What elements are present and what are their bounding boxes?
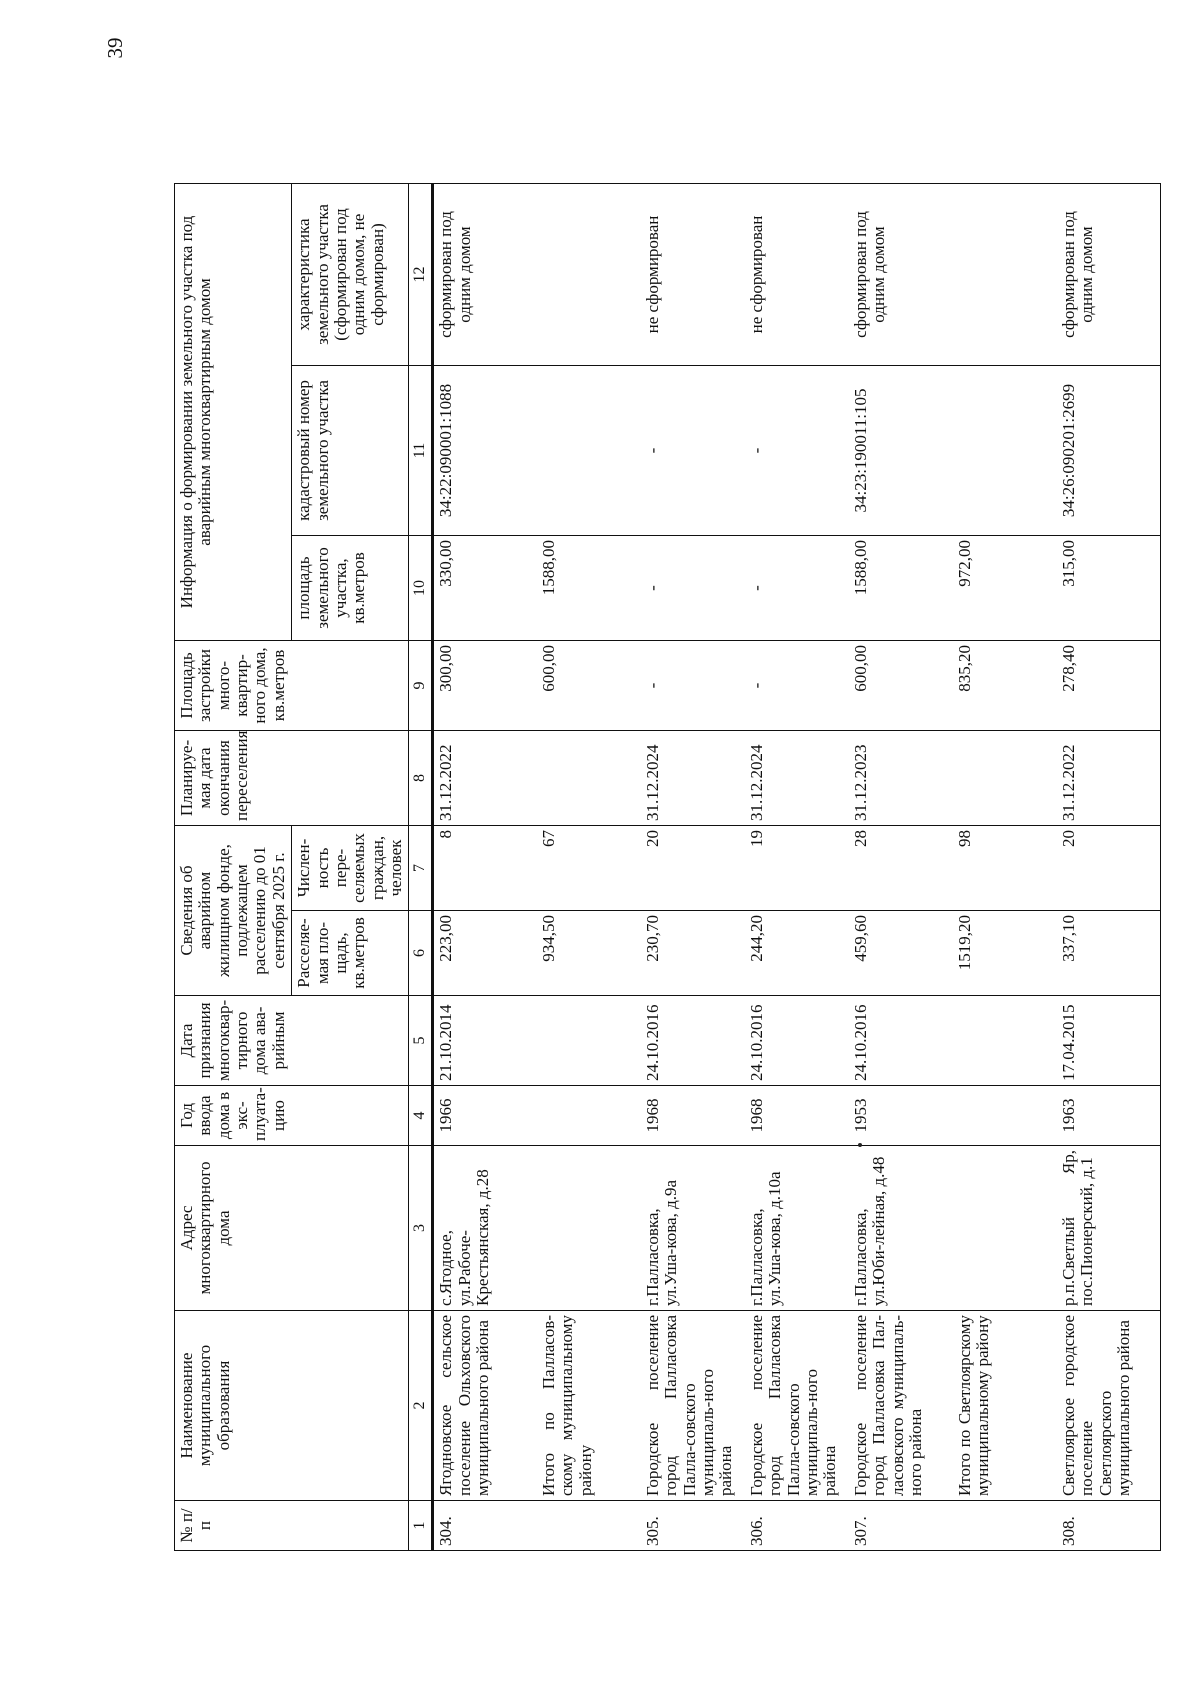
table-row (1057, 183, 1161, 1550)
row-date: 24.10.2016 (745, 996, 849, 1086)
table-row (641, 183, 745, 1550)
column-number: 2 (409, 1311, 433, 1501)
row-land-area: 1588,00 (537, 536, 641, 641)
row-cadastral (537, 366, 641, 536)
row-land-area: - (745, 536, 849, 641)
row-address: г.Палласовка, ул.Уша-кова, д.9а (641, 1146, 745, 1311)
column-number: 10 (409, 536, 433, 641)
row-num (953, 1501, 1057, 1551)
header-year: Год ввода дома в экс-плуата-цию (175, 1086, 409, 1146)
row-built-area: - (745, 641, 849, 731)
header-built-area: Площадь застройки много-квартир-ного дома, кв.метров (175, 641, 409, 731)
row-people: 67 (537, 826, 641, 911)
row-land-char: сформирован под одним домом (1057, 183, 1161, 365)
row-land-area: 330,00 (433, 536, 537, 641)
table-row (849, 183, 953, 1550)
row-land-area: - (641, 536, 745, 641)
row-built-area: 300,00 (433, 641, 537, 731)
column-number: 3 (409, 1146, 433, 1311)
row-date: 17.04.2015 (1057, 996, 1161, 1086)
row-year: 1966 (433, 1086, 537, 1146)
header-fund-area: Расселяе-мая пло-щадь, кв.метров (292, 911, 409, 996)
row-land-char: не сформирован (745, 183, 849, 365)
row-cadastral: 34:23:190011:105 (849, 366, 953, 536)
row-area: 223,00 (433, 911, 537, 996)
header-land-char: характеристика земельного участка (сформирован под одним домом, не сформирован) (292, 183, 409, 365)
row-land-char (953, 183, 1057, 365)
row-num: 305. (641, 1501, 745, 1551)
row-address: с.Ягодное, ул.Рабоче-Крестьянская, д.28 (433, 1146, 537, 1311)
row-area: 244,20 (745, 911, 849, 996)
scan-speck (858, 1143, 862, 1147)
row-address (953, 1146, 1057, 1311)
row-cadastral: 34:26:090201:2699 (1057, 366, 1161, 536)
header-fund-people: Числен-ность пере-селяемых граждан, человек (292, 826, 409, 911)
column-number: 8 (409, 731, 433, 826)
header-address: Адрес многоквартирного дома (175, 1146, 409, 1311)
row-cadastral: - (641, 366, 745, 536)
row-year (953, 1086, 1057, 1146)
row-date: 24.10.2016 (641, 996, 745, 1086)
row-area: 459,60 (849, 911, 953, 996)
header-land-area: площадь земельного участка, кв.метров (292, 536, 409, 641)
row-land-char: сформирован под одним домом (849, 183, 953, 365)
header-num: № п/п (175, 1501, 409, 1551)
row-date: 21.10.2014 (433, 996, 537, 1086)
row-people: 19 (745, 826, 849, 911)
row-num: 308. (1057, 1501, 1161, 1551)
row-municipality: Городское поселение город Палласовка Палла-совского муниципаль-ного района (641, 1311, 745, 1501)
row-people: 98 (953, 826, 1057, 911)
row-cadastral: 34:22:090001:1088 (433, 366, 537, 536)
row-municipality: Городское поселение город Палласовка Палла-совского муниципаль-ного района (745, 1311, 849, 1501)
row-built-area: 600,00 (849, 641, 953, 731)
row-num (537, 1501, 641, 1551)
header-fund-group: Сведения об аварийном жилищном фонде, подлежащем расселению до 01 сентября 2025 г. (175, 826, 292, 996)
row-land-char: сформирован под одним домом (433, 183, 537, 365)
row-municipality: Ягодновское сельское поселение Ольховского муниципального района (433, 1311, 537, 1501)
table-row (745, 183, 849, 1550)
row-date (537, 996, 641, 1086)
row-address: р.п.Светлый Яр, пос.Пионерский, д.1 (1057, 1146, 1161, 1311)
row-municipality: Светлоярское городское поселение Светлоярского муниципального района (1057, 1311, 1161, 1501)
row-land-area: 315,00 (1057, 536, 1161, 641)
row-people: 28 (849, 826, 953, 911)
row-date: 24.10.2016 (849, 996, 953, 1086)
row-area: 230,70 (641, 911, 745, 996)
header-name: Наименование муниципального образования (175, 1311, 409, 1501)
column-number: 5 (409, 996, 433, 1086)
column-number: 9 (409, 641, 433, 731)
row-year (537, 1086, 641, 1146)
row-year: 1963 (1057, 1086, 1161, 1146)
row-area: 337,10 (1057, 911, 1161, 996)
row-planned (953, 731, 1057, 826)
row-address (537, 1146, 641, 1311)
row-cadastral (953, 366, 1057, 536)
row-area: 1519,20 (953, 911, 1057, 996)
header-planned: Планируе-мая дата окончания переселения (175, 731, 409, 826)
column-number: 1 (409, 1501, 433, 1551)
row-land-char: не сформирован (641, 183, 745, 365)
table-row (433, 183, 537, 1550)
row-land-char (537, 183, 641, 365)
row-built-area: 600,00 (537, 641, 641, 731)
row-year: 1968 (745, 1086, 849, 1146)
row-built-area: 278,40 (1057, 641, 1161, 731)
column-number: 4 (409, 1086, 433, 1146)
header-land-group: Информация о формировании земельного участка под аварийным многоквартирным домом (175, 183, 292, 640)
table-row (537, 183, 641, 1550)
column-number: 11 (409, 366, 433, 536)
row-num: 306. (745, 1501, 849, 1551)
row-planned: 31.12.2022 (433, 731, 537, 826)
row-planned: 31.12.2024 (745, 731, 849, 826)
table-row (953, 183, 1057, 1550)
row-municipality: Итого по Светлоярскому муниципальному району (953, 1311, 1057, 1501)
row-planned: 31.12.2023 (849, 731, 953, 826)
row-people: 8 (433, 826, 537, 911)
row-people: 20 (641, 826, 745, 911)
column-number: 12 (409, 183, 433, 365)
row-planned: 31.12.2022 (1057, 731, 1161, 826)
row-planned: 31.12.2024 (641, 731, 745, 826)
row-land-area: 1588,00 (849, 536, 953, 641)
column-number: 7 (409, 826, 433, 911)
row-municipality: Городское поселение город Палласовка Пал-ласовского муниципаль-ного района (849, 1311, 953, 1501)
row-land-area: 972,00 (953, 536, 1057, 641)
column-number: 6 (409, 911, 433, 996)
housing-table (174, 183, 1161, 1551)
header-date: Дата признания многоквар-тирного дома ава-рийным (175, 996, 409, 1086)
row-date (953, 996, 1057, 1086)
header-cadastral: кадастровый номер земельного участка (292, 366, 409, 536)
row-address: г.Палласовка, ул.Юби-лейная, д.48 (849, 1146, 953, 1311)
page-number: 39 (103, 37, 127, 59)
row-built-area: 835,20 (953, 641, 1057, 731)
row-year: 1968 (641, 1086, 745, 1146)
row-planned (537, 731, 641, 826)
column-numbers-row (409, 183, 433, 1550)
row-built-area: - (641, 641, 745, 731)
row-cadastral: - (745, 366, 849, 536)
row-year: 1953 (849, 1086, 953, 1146)
row-municipality: Итого по Палласов-скому муниципальному району (537, 1311, 641, 1501)
row-people: 20 (1057, 826, 1161, 911)
row-num: 304. (433, 1501, 537, 1551)
row-num: 307. (849, 1501, 953, 1551)
row-address: г.Палласовка, ул.Уша-кова, д.10а (745, 1146, 849, 1311)
row-area: 934,50 (537, 911, 641, 996)
